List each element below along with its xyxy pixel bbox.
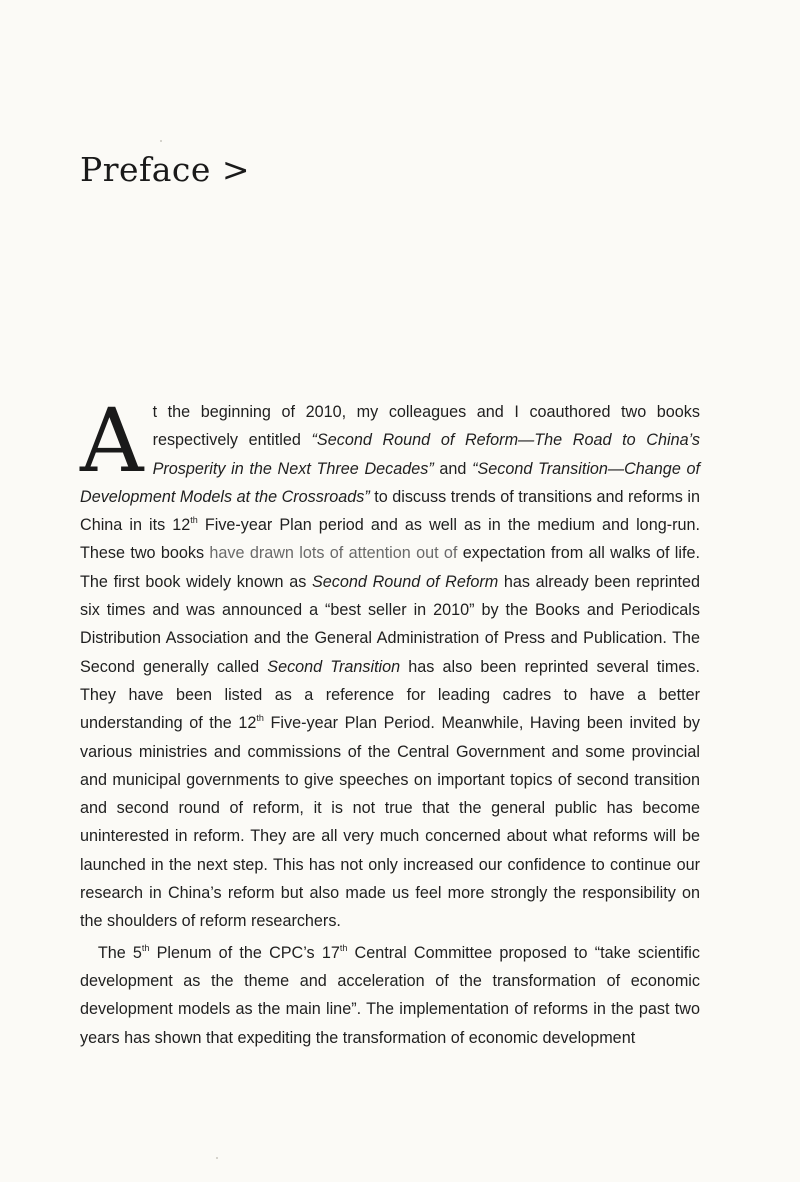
text-run: has also been reprinted several times. They have been listed as a reference for leading cadres to have a better understanding of the 12: [80, 657, 700, 733]
ordinal-suffix: th: [339, 942, 348, 953]
drop-cap: A: [80, 389, 144, 492]
text-run: Central Committee proposed to “take scientific development as the theme and acceleration of the transformation of economic development models as the main line”. The implementation of reforms in the past two years has shown that expediting the transformation of economic development: [80, 943, 700, 1047]
text-run: expectation from all walks of life. The first book widely known as: [80, 544, 700, 591]
ordinal-suffix: th: [141, 942, 150, 953]
text-run: Plenum of the CPC’s 17: [149, 943, 340, 962]
text-run: Five-year Plan period and as well as in the medium and long-run. These two books: [80, 516, 700, 563]
book-title: “Second Transition—Change of Development Models at the Crossroads”: [80, 459, 700, 506]
book-title: “Second Round of Reform—The Road to China’s Prosperity in the Next Three Decades”: [152, 431, 700, 478]
paragraph-1: [80, 389, 701, 936]
body-text: [80, 389, 701, 1052]
text-run: and: [433, 459, 473, 478]
text-run: Five-year Plan Period. Meanwhile, Having been invited by various ministries and commissions of the Central Government and some provincial and municipal governments to give speeches on important topics of second transition and second round of reform, it is not true that the general public has become uninterested in reform. They are all very much concerned about what reforms will be launched in the next step. This has not only increased our confidence to continue our research in China’s reform but also made us feel more strongly the responsibility on the shoulders of reform researchers.: [80, 714, 701, 931]
faded-text: have drawn lots of attention out of: [209, 544, 458, 563]
paragraph-2: [80, 939, 700, 1052]
page-title: Preface >: [80, 150, 251, 189]
text-run: The 5: [97, 943, 142, 962]
ordinal-suffix: th: [256, 713, 264, 724]
text-run: has already been reprinted six times and was announced a “best seller in 2010” by the Books and Periodicals Distribution Association and the General Administration of Press and Publication. The Second generally called: [80, 572, 700, 676]
scan-speck: [160, 140, 162, 142]
scan-speck: [216, 1157, 218, 1159]
text-run: t the beginning of 2010, my colleagues and I coauthored two books respectively entitled: [152, 403, 700, 450]
book-title: Second Transition: [267, 657, 401, 676]
ordinal-suffix: th: [190, 515, 198, 526]
text-run: to discuss trends of transitions and reforms in China in its 12: [80, 487, 700, 535]
book-title: Second Round of Reform: [312, 572, 499, 591]
